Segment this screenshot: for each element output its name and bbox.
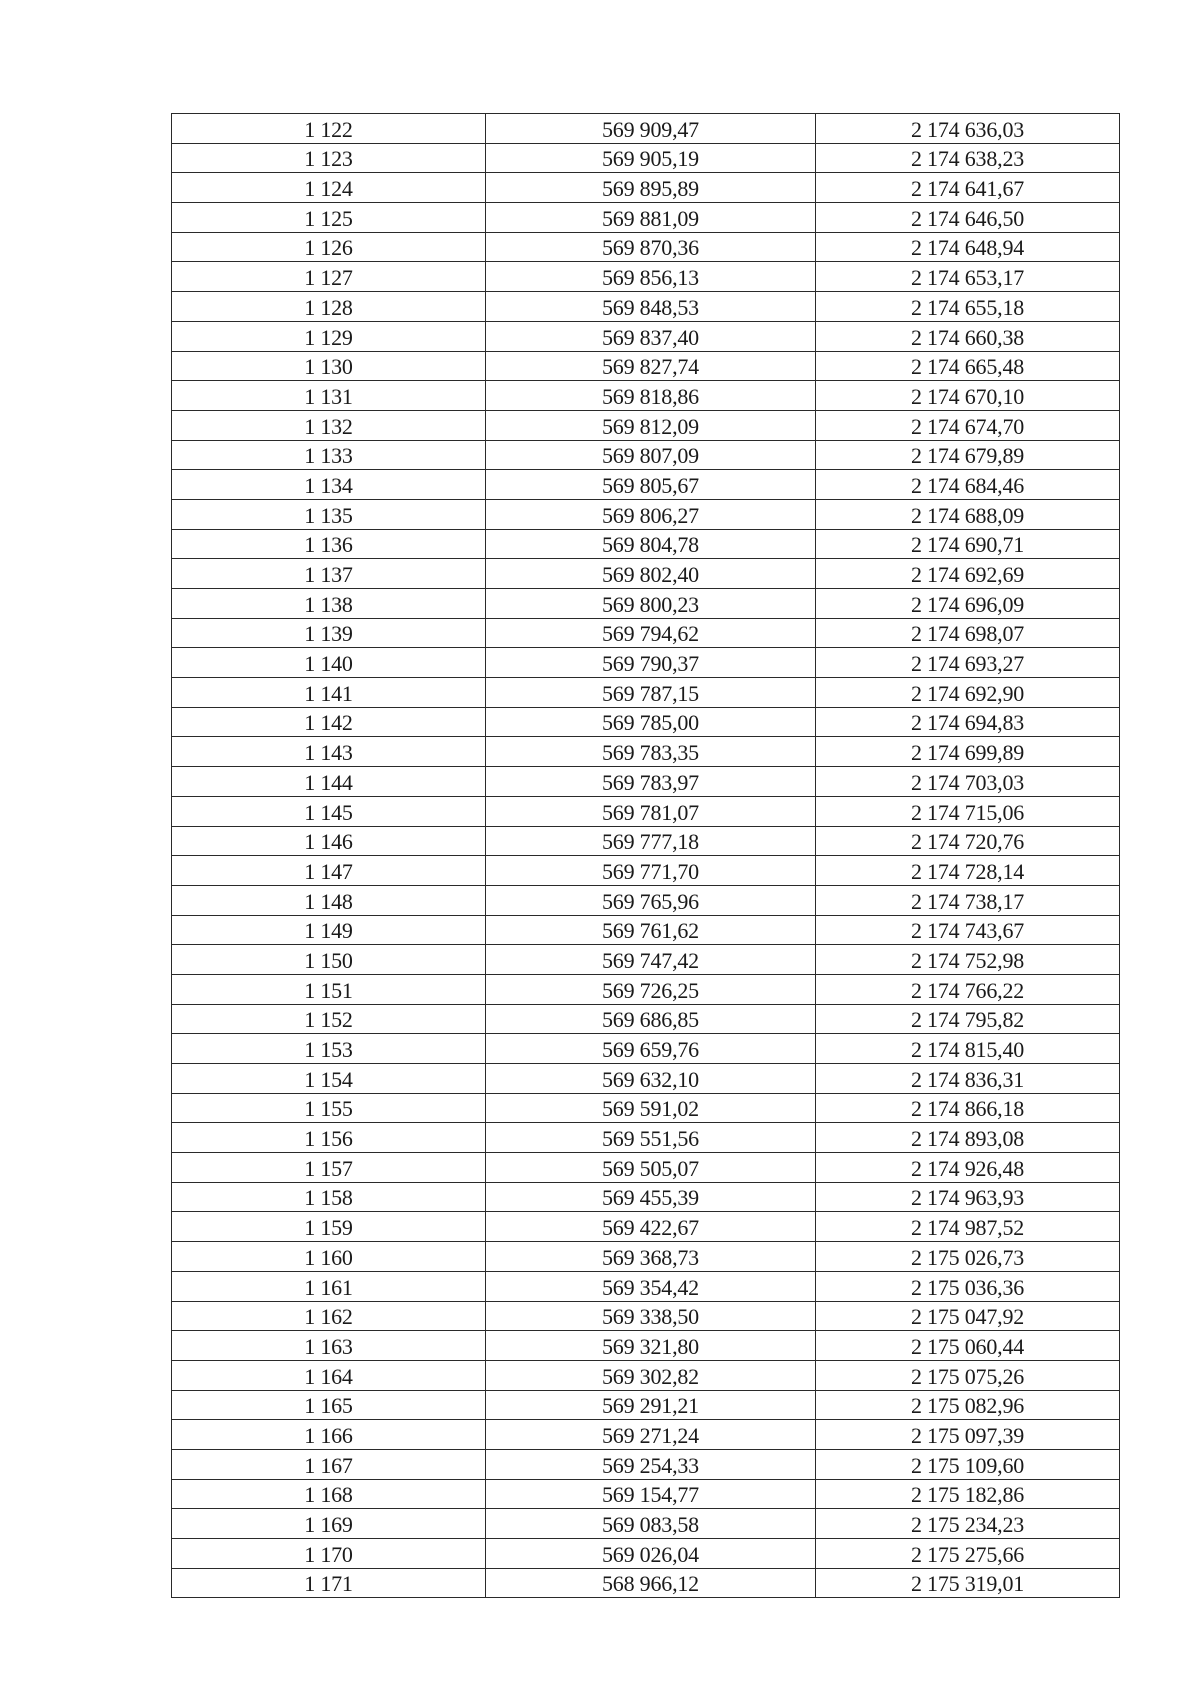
x-coordinate-cell: 569 777,18 (486, 826, 816, 856)
y-coordinate-cell: 2 174 715,06 (816, 796, 1120, 826)
point-id-cell: 1 144 (172, 767, 486, 797)
point-id-cell: 1 160 (172, 1242, 486, 1272)
x-coordinate-cell: 569 632,10 (486, 1064, 816, 1094)
point-id-cell: 1 155 (172, 1093, 486, 1123)
y-coordinate-cell: 2 174 815,40 (816, 1034, 1120, 1064)
point-id-cell: 1 151 (172, 974, 486, 1004)
y-coordinate-cell: 2 174 694,83 (816, 707, 1120, 737)
y-coordinate-cell: 2 175 075,26 (816, 1360, 1120, 1390)
table-row (172, 470, 1120, 500)
point-id-cell: 1 134 (172, 470, 486, 500)
point-id-cell: 1 165 (172, 1390, 486, 1420)
table-row (172, 499, 1120, 529)
point-id-cell: 1 135 (172, 499, 486, 529)
y-coordinate-cell: 2 175 036,36 (816, 1271, 1120, 1301)
y-coordinate-cell: 2 174 738,17 (816, 885, 1120, 915)
y-coordinate-cell: 2 174 646,50 (816, 203, 1120, 233)
x-coordinate-cell: 569 807,09 (486, 440, 816, 470)
x-coordinate-cell: 569 765,96 (486, 885, 816, 915)
table-row (172, 262, 1120, 292)
point-id-cell: 1 153 (172, 1034, 486, 1064)
x-coordinate-cell: 569 291,21 (486, 1390, 816, 1420)
x-coordinate-cell: 569 026,04 (486, 1539, 816, 1569)
table-row (172, 114, 1120, 144)
table-row (172, 618, 1120, 648)
x-coordinate-cell: 569 761,62 (486, 915, 816, 945)
x-coordinate-cell: 569 895,89 (486, 173, 816, 203)
point-id-cell: 1 130 (172, 351, 486, 381)
table-row (172, 1242, 1120, 1272)
table-row (172, 1004, 1120, 1034)
point-id-cell: 1 122 (172, 114, 486, 144)
y-coordinate-cell: 2 175 026,73 (816, 1242, 1120, 1272)
x-coordinate-cell: 569 806,27 (486, 499, 816, 529)
point-id-cell: 1 127 (172, 262, 486, 292)
table-row (172, 143, 1120, 173)
point-id-cell: 1 145 (172, 796, 486, 826)
y-coordinate-cell: 2 174 690,71 (816, 529, 1120, 559)
point-id-cell: 1 152 (172, 1004, 486, 1034)
x-coordinate-cell: 569 726,25 (486, 974, 816, 1004)
x-coordinate-cell: 569 302,82 (486, 1360, 816, 1390)
y-coordinate-cell: 2 175 097,39 (816, 1420, 1120, 1450)
table-row (172, 796, 1120, 826)
x-coordinate-cell: 569 805,67 (486, 470, 816, 500)
point-id-cell: 1 148 (172, 885, 486, 915)
y-coordinate-cell: 2 174 665,48 (816, 351, 1120, 381)
x-coordinate-cell: 569 254,33 (486, 1449, 816, 1479)
table-row (172, 1153, 1120, 1183)
y-coordinate-cell: 2 174 636,03 (816, 114, 1120, 144)
y-coordinate-cell: 2 174 836,31 (816, 1064, 1120, 1094)
point-id-cell: 1 171 (172, 1568, 486, 1598)
point-id-cell: 1 123 (172, 143, 486, 173)
x-coordinate-cell: 569 783,35 (486, 737, 816, 767)
x-coordinate-cell: 569 827,74 (486, 351, 816, 381)
x-coordinate-cell: 569 271,24 (486, 1420, 816, 1450)
point-id-cell: 1 131 (172, 381, 486, 411)
x-coordinate-cell: 569 802,40 (486, 559, 816, 589)
table-row (172, 648, 1120, 678)
x-coordinate-cell: 569 787,15 (486, 678, 816, 708)
table-row (172, 707, 1120, 737)
table-row (172, 1271, 1120, 1301)
table-row (172, 559, 1120, 589)
y-coordinate-cell: 2 174 679,89 (816, 440, 1120, 470)
table-row (172, 292, 1120, 322)
point-id-cell: 1 163 (172, 1331, 486, 1361)
y-coordinate-cell: 2 174 674,70 (816, 410, 1120, 440)
y-coordinate-cell: 2 174 655,18 (816, 292, 1120, 322)
table-row (172, 410, 1120, 440)
x-coordinate-cell: 569 551,56 (486, 1123, 816, 1153)
y-coordinate-cell: 2 175 234,23 (816, 1509, 1120, 1539)
point-id-cell: 1 133 (172, 440, 486, 470)
point-id-cell: 1 168 (172, 1479, 486, 1509)
y-coordinate-cell: 2 174 893,08 (816, 1123, 1120, 1153)
table-row (172, 915, 1120, 945)
table-row (172, 351, 1120, 381)
point-id-cell: 1 158 (172, 1182, 486, 1212)
table-row (172, 1064, 1120, 1094)
x-coordinate-cell: 569 505,07 (486, 1153, 816, 1183)
y-coordinate-cell: 2 174 987,52 (816, 1212, 1120, 1242)
y-coordinate-cell: 2 174 752,98 (816, 945, 1120, 975)
table-row (172, 1420, 1120, 1450)
y-coordinate-cell: 2 174 699,89 (816, 737, 1120, 767)
table-row (172, 381, 1120, 411)
x-coordinate-cell: 569 837,40 (486, 321, 816, 351)
x-coordinate-cell: 569 368,73 (486, 1242, 816, 1272)
point-id-cell: 1 128 (172, 292, 486, 322)
y-coordinate-cell: 2 174 728,14 (816, 856, 1120, 886)
table-row (172, 856, 1120, 886)
point-id-cell: 1 132 (172, 410, 486, 440)
y-coordinate-cell: 2 174 963,93 (816, 1182, 1120, 1212)
point-id-cell: 1 124 (172, 173, 486, 203)
y-coordinate-cell: 2 174 766,22 (816, 974, 1120, 1004)
x-coordinate-cell: 569 338,50 (486, 1301, 816, 1331)
x-coordinate-cell: 569 804,78 (486, 529, 816, 559)
y-coordinate-cell: 2 174 688,09 (816, 499, 1120, 529)
x-coordinate-cell: 569 881,09 (486, 203, 816, 233)
y-coordinate-cell: 2 174 698,07 (816, 618, 1120, 648)
x-coordinate-cell: 569 812,09 (486, 410, 816, 440)
point-id-cell: 1 137 (172, 559, 486, 589)
point-id-cell: 1 170 (172, 1539, 486, 1569)
y-coordinate-cell: 2 174 696,09 (816, 589, 1120, 619)
table-row (172, 826, 1120, 856)
y-coordinate-cell: 2 174 866,18 (816, 1093, 1120, 1123)
point-id-cell: 1 154 (172, 1064, 486, 1094)
table-row (172, 1123, 1120, 1153)
y-coordinate-cell: 2 174 692,90 (816, 678, 1120, 708)
y-coordinate-cell: 2 174 670,10 (816, 381, 1120, 411)
point-id-cell: 1 147 (172, 856, 486, 886)
table-row (172, 203, 1120, 233)
x-coordinate-cell: 569 422,67 (486, 1212, 816, 1242)
table-row (172, 974, 1120, 1004)
y-coordinate-cell: 2 174 743,67 (816, 915, 1120, 945)
point-id-cell: 1 143 (172, 737, 486, 767)
x-coordinate-cell: 569 800,23 (486, 589, 816, 619)
y-coordinate-cell: 2 174 692,69 (816, 559, 1120, 589)
y-coordinate-cell: 2 174 684,46 (816, 470, 1120, 500)
x-coordinate-cell: 569 455,39 (486, 1182, 816, 1212)
table-row (172, 1390, 1120, 1420)
x-coordinate-cell: 569 783,97 (486, 767, 816, 797)
x-coordinate-cell: 569 818,86 (486, 381, 816, 411)
point-id-cell: 1 146 (172, 826, 486, 856)
table-row (172, 529, 1120, 559)
point-id-cell: 1 162 (172, 1301, 486, 1331)
point-id-cell: 1 142 (172, 707, 486, 737)
point-id-cell: 1 140 (172, 648, 486, 678)
point-id-cell: 1 139 (172, 618, 486, 648)
y-coordinate-cell: 2 174 720,76 (816, 826, 1120, 856)
table-row (172, 173, 1120, 203)
table-row (172, 1182, 1120, 1212)
x-coordinate-cell: 569 591,02 (486, 1093, 816, 1123)
table-row (172, 1449, 1120, 1479)
table-row (172, 1479, 1120, 1509)
table-row (172, 321, 1120, 351)
point-id-cell: 1 136 (172, 529, 486, 559)
x-coordinate-cell: 569 321,80 (486, 1331, 816, 1361)
point-id-cell: 1 167 (172, 1449, 486, 1479)
y-coordinate-cell: 2 175 319,01 (816, 1568, 1120, 1598)
table-row (172, 1331, 1120, 1361)
point-id-cell: 1 150 (172, 945, 486, 975)
y-coordinate-cell: 2 174 648,94 (816, 232, 1120, 262)
y-coordinate-cell: 2 174 641,67 (816, 173, 1120, 203)
x-coordinate-cell: 569 747,42 (486, 945, 816, 975)
point-id-cell: 1 129 (172, 321, 486, 351)
table-row (172, 737, 1120, 767)
y-coordinate-cell: 2 174 795,82 (816, 1004, 1120, 1034)
y-coordinate-cell: 2 174 653,17 (816, 262, 1120, 292)
x-coordinate-cell: 569 781,07 (486, 796, 816, 826)
y-coordinate-cell: 2 174 703,03 (816, 767, 1120, 797)
y-coordinate-cell: 2 174 638,23 (816, 143, 1120, 173)
table-row (172, 232, 1120, 262)
x-coordinate-cell: 569 848,53 (486, 292, 816, 322)
x-coordinate-cell: 569 659,76 (486, 1034, 816, 1064)
y-coordinate-cell: 2 174 660,38 (816, 321, 1120, 351)
table-row (172, 1093, 1120, 1123)
y-coordinate-cell: 2 175 275,66 (816, 1539, 1120, 1569)
coordinates-table-body (172, 114, 1120, 1598)
x-coordinate-cell: 569 354,42 (486, 1271, 816, 1301)
table-row (172, 440, 1120, 470)
point-id-cell: 1 161 (172, 1271, 486, 1301)
coordinates-table (171, 113, 1120, 1598)
x-coordinate-cell: 569 771,70 (486, 856, 816, 886)
table-row (172, 1509, 1120, 1539)
point-id-cell: 1 156 (172, 1123, 486, 1153)
x-coordinate-cell: 569 909,47 (486, 114, 816, 144)
y-coordinate-cell: 2 175 060,44 (816, 1331, 1120, 1361)
table-row (172, 945, 1120, 975)
y-coordinate-cell: 2 175 109,60 (816, 1449, 1120, 1479)
table-row (172, 1568, 1120, 1598)
y-coordinate-cell: 2 175 047,92 (816, 1301, 1120, 1331)
x-coordinate-cell: 569 905,19 (486, 143, 816, 173)
table-row (172, 589, 1120, 619)
table-row (172, 767, 1120, 797)
x-coordinate-cell: 569 686,85 (486, 1004, 816, 1034)
x-coordinate-cell: 569 154,77 (486, 1479, 816, 1509)
x-coordinate-cell: 569 870,36 (486, 232, 816, 262)
point-id-cell: 1 166 (172, 1420, 486, 1450)
table-row (172, 1301, 1120, 1331)
y-coordinate-cell: 2 175 182,86 (816, 1479, 1120, 1509)
y-coordinate-cell: 2 174 693,27 (816, 648, 1120, 678)
point-id-cell: 1 159 (172, 1212, 486, 1242)
point-id-cell: 1 141 (172, 678, 486, 708)
x-coordinate-cell: 569 785,00 (486, 707, 816, 737)
table-row (172, 1034, 1120, 1064)
table-row (172, 885, 1120, 915)
point-id-cell: 1 157 (172, 1153, 486, 1183)
y-coordinate-cell: 2 175 082,96 (816, 1390, 1120, 1420)
point-id-cell: 1 138 (172, 589, 486, 619)
point-id-cell: 1 164 (172, 1360, 486, 1390)
y-coordinate-cell: 2 174 926,48 (816, 1153, 1120, 1183)
table-row (172, 678, 1120, 708)
x-coordinate-cell: 569 083,58 (486, 1509, 816, 1539)
x-coordinate-cell: 569 794,62 (486, 618, 816, 648)
x-coordinate-cell: 569 856,13 (486, 262, 816, 292)
table-row (172, 1539, 1120, 1569)
table-row (172, 1360, 1120, 1390)
table-row (172, 1212, 1120, 1242)
point-id-cell: 1 169 (172, 1509, 486, 1539)
point-id-cell: 1 149 (172, 915, 486, 945)
point-id-cell: 1 126 (172, 232, 486, 262)
x-coordinate-cell: 568 966,12 (486, 1568, 816, 1598)
x-coordinate-cell: 569 790,37 (486, 648, 816, 678)
point-id-cell: 1 125 (172, 203, 486, 233)
